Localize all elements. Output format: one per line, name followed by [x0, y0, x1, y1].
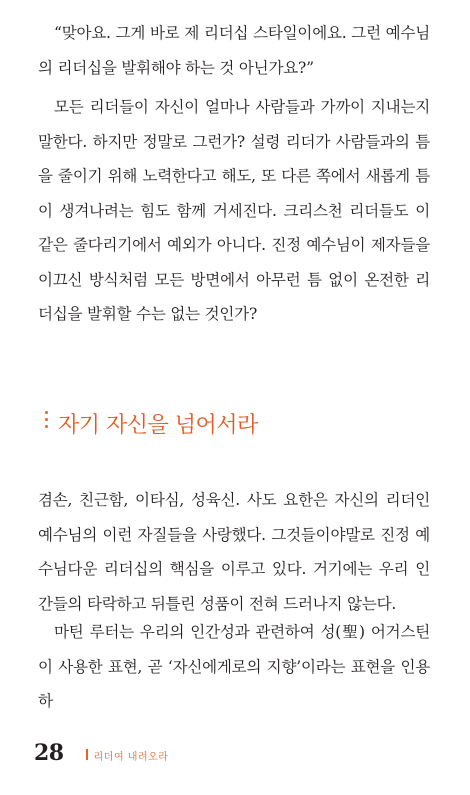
running-title: 리더여 내려오라	[93, 752, 169, 763]
page-number: 28	[34, 740, 64, 766]
body-paragraph-leaders: 모든 리더들이 자신이 얼마나 사람들과 가까이 지내는지 말한다. 하지만 정말로 그런가? 설령 리더가 사람들과의 틈을 줄이기 위해 노력한다고 해도, 또 다른 쪽에서 새롭게 틈이 생겨나려는 힘도 함께 거세진다. 크리스천 리더들도 이 같은 줄다리기에서 예외가 아니다. 진정 예수님이 제자들을 이끄신 방식처럼 모든 방면에서 아무런 틈 없이 온전한 리더십을 발휘할 수는 없는 것인가?	[38, 98, 430, 323]
quote-paragraph: “맞아요. 그게 바로 제 리더십 스타일이에요. 그런 예수님의 리더십을 발휘해야 하는 것 아닌가요?”	[38, 24, 430, 77]
heading-dots-icon	[45, 411, 49, 441]
footer-separator	[86, 749, 88, 760]
section-heading	[58, 410, 258, 442]
page-footer	[34, 740, 168, 766]
section-heading-text: 자기 자신을 넘어서라	[58, 413, 258, 438]
body-paragraph-qualities: 겸손, 친근함, 이타심, 성육신. 사도 요한은 자신의 리더인 예수님의 이런 자질들을 사랑했다. 그것들이야말로 진정 예수님다운 리더십의 핵심을 이루고 있다. 거기에는 우리 인간들의 타락하고 뒤틀린 성품이 전혀 드러나지 않는다.	[38, 491, 430, 613]
body-paragraph-luther: 마틴 루터는 우리의 인간성과 관련하여 성(聖) 어거스틴이 사용한 표현, 곧 ‘자신에게로의 지향’이라는 표현을 인용하	[38, 623, 430, 710]
